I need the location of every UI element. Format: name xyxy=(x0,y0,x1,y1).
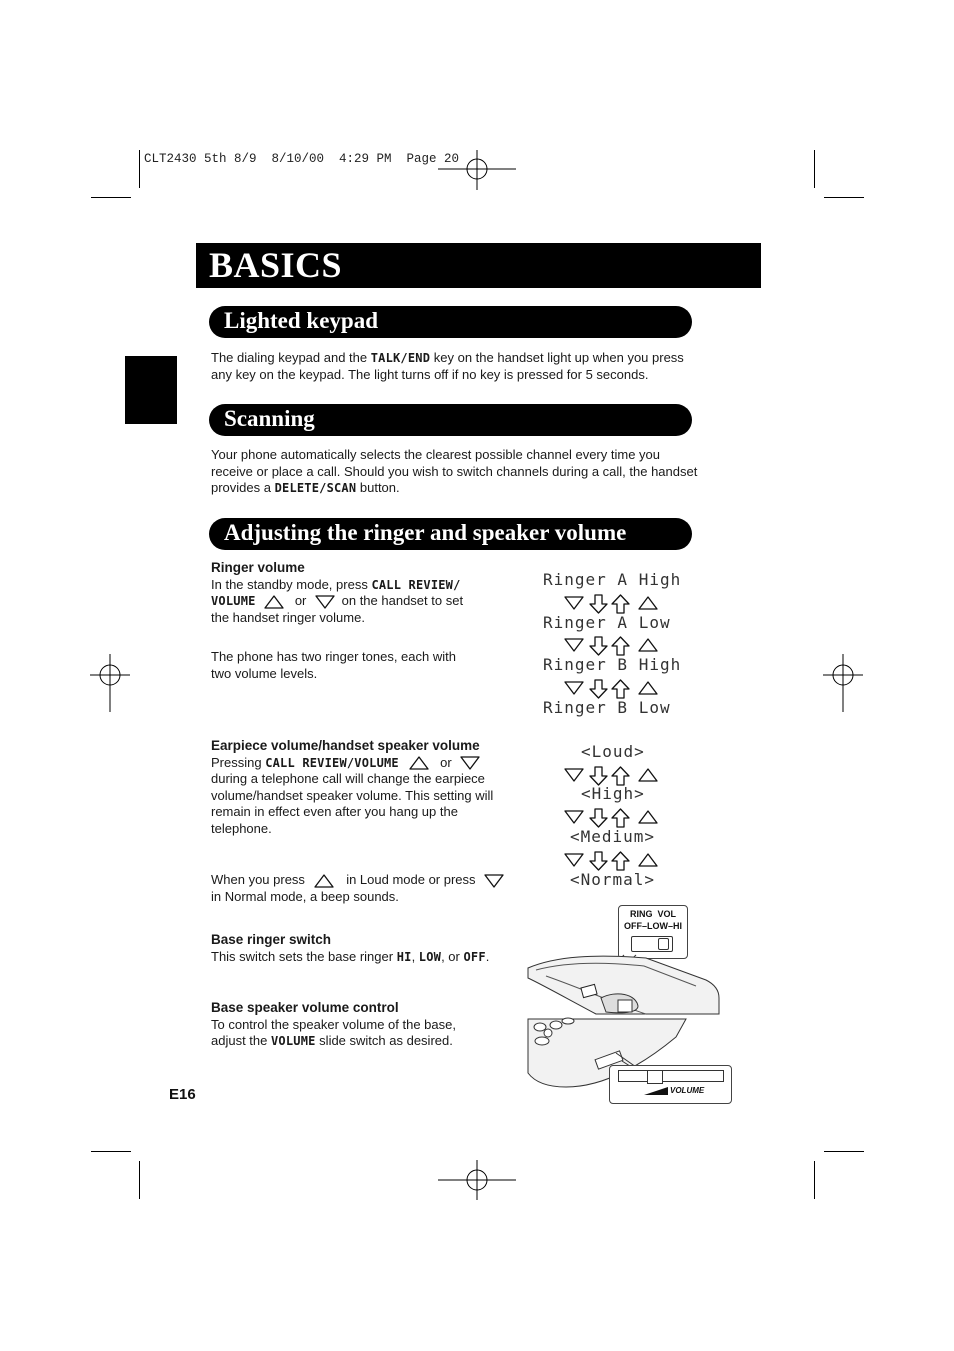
arrow-row-icon xyxy=(562,593,662,615)
base-speaker-title: Base speaker volume control xyxy=(211,1000,399,1015)
base-ringer-block: Base ringer switch This switch sets the base ringer HI, LOW, or OFF. xyxy=(211,932,490,964)
lcd-earpiece-3: <Medium> xyxy=(570,827,656,846)
lcd-earpiece-2: <High> xyxy=(581,784,645,803)
ringer-volume-block: Ringer volume In the standby mode, press CALL REVIEW/ VOLUME or on the handset to set the handset ringer volume. xyxy=(211,560,464,625)
arrow-row-icon xyxy=(562,635,662,657)
crop-mark xyxy=(824,197,864,198)
lighted-keypad-text: The dialing keypad and the TALK/END key on the handset light up when you press any key on the keypad. The light turns off if no key is pressed for 5 seconds. xyxy=(211,350,684,382)
lcd-ringer-4: Ringer B Low xyxy=(543,698,671,717)
earpiece-volume-title: Earpiece volume/handset speaker volume xyxy=(211,738,480,753)
crop-mark xyxy=(814,150,815,188)
lcd-ringer-3: Ringer B High xyxy=(543,655,682,674)
volume-down-icon xyxy=(483,873,505,889)
volume-up-icon xyxy=(263,594,285,610)
arrow-row-icon xyxy=(562,765,662,787)
earpiece-volume-block: Earpiece volume/handset speaker volume Pressing CALL REVIEW/VOLUME or during a telephone call will change the earpiece volume/handset speaker volume. This setting will remain in effect even after you hang up the telephone. xyxy=(211,738,494,836)
section-heading: Lighted keypad xyxy=(224,308,379,333)
crop-mark xyxy=(824,1151,864,1152)
volume-slide-knob xyxy=(647,1070,663,1084)
section-heading: Scanning xyxy=(224,406,315,431)
volume-slide-track xyxy=(618,1070,724,1082)
volume-slide-callout: VOLUME xyxy=(609,1065,732,1104)
thumb-tab xyxy=(125,356,177,424)
lcd-ringer-1: Ringer A High xyxy=(543,570,682,589)
lcd-ringer-2: Ringer A Low xyxy=(543,613,671,632)
page-number: E16 xyxy=(169,1086,196,1103)
arrow-row-icon xyxy=(562,807,662,829)
scanning-text: Your phone automatically selects the clearest possible channel every time you receive or place a call. Should you wish to switch channels during a call, the handset provides a DELETE/SCAN button. xyxy=(211,447,698,495)
ring-vol-callout: RING VOL OFF–LOW–HI xyxy=(618,905,688,959)
section-heading: Adjusting the ringer and speaker volume xyxy=(224,520,627,545)
section-header-lighted-keypad xyxy=(209,306,692,338)
chapter-title: BASICS xyxy=(209,245,343,285)
volume-down-icon xyxy=(459,755,481,771)
volume-down-icon xyxy=(314,594,336,610)
registration-mark-right-icon xyxy=(823,654,865,714)
ringer-volume-title: Ringer volume xyxy=(211,560,305,575)
printer-slug: CLT2430 5th 8/9 8/10/00 4:29 PM Page 20 xyxy=(144,152,460,166)
registration-mark-bottom-icon xyxy=(438,1160,518,1202)
ringer-tones-text: The phone has two ringer tones, each with two volume levels. xyxy=(211,649,456,681)
arrow-row-icon xyxy=(562,850,662,872)
beep-text: When you press in Loud mode or press in Normal mode, a beep sounds. xyxy=(211,872,505,905)
volume-up-icon xyxy=(408,755,430,771)
volume-up-icon xyxy=(313,873,335,889)
lcd-earpiece-1: <Loud> xyxy=(581,742,645,761)
crop-mark xyxy=(91,197,131,198)
chapter-banner xyxy=(196,243,761,288)
base-speaker-block: Base speaker volume control To control the speaker volume of the base, adjust the VOLUME slide switch as desired. xyxy=(211,1000,456,1048)
base-ringer-title: Base ringer switch xyxy=(211,932,332,947)
arrow-row-icon xyxy=(562,678,662,700)
crop-mark xyxy=(139,1161,140,1199)
section-header-volume xyxy=(209,518,692,550)
base-unit-top-illustration xyxy=(526,950,721,1016)
lcd-earpiece-4: <Normal> xyxy=(570,870,656,889)
registration-mark-left-icon xyxy=(90,654,132,714)
volume-wedge-icon xyxy=(644,1086,668,1096)
crop-mark xyxy=(139,150,140,188)
crop-mark xyxy=(91,1151,131,1152)
section-header-scanning xyxy=(209,404,692,436)
crop-mark xyxy=(814,1161,815,1199)
